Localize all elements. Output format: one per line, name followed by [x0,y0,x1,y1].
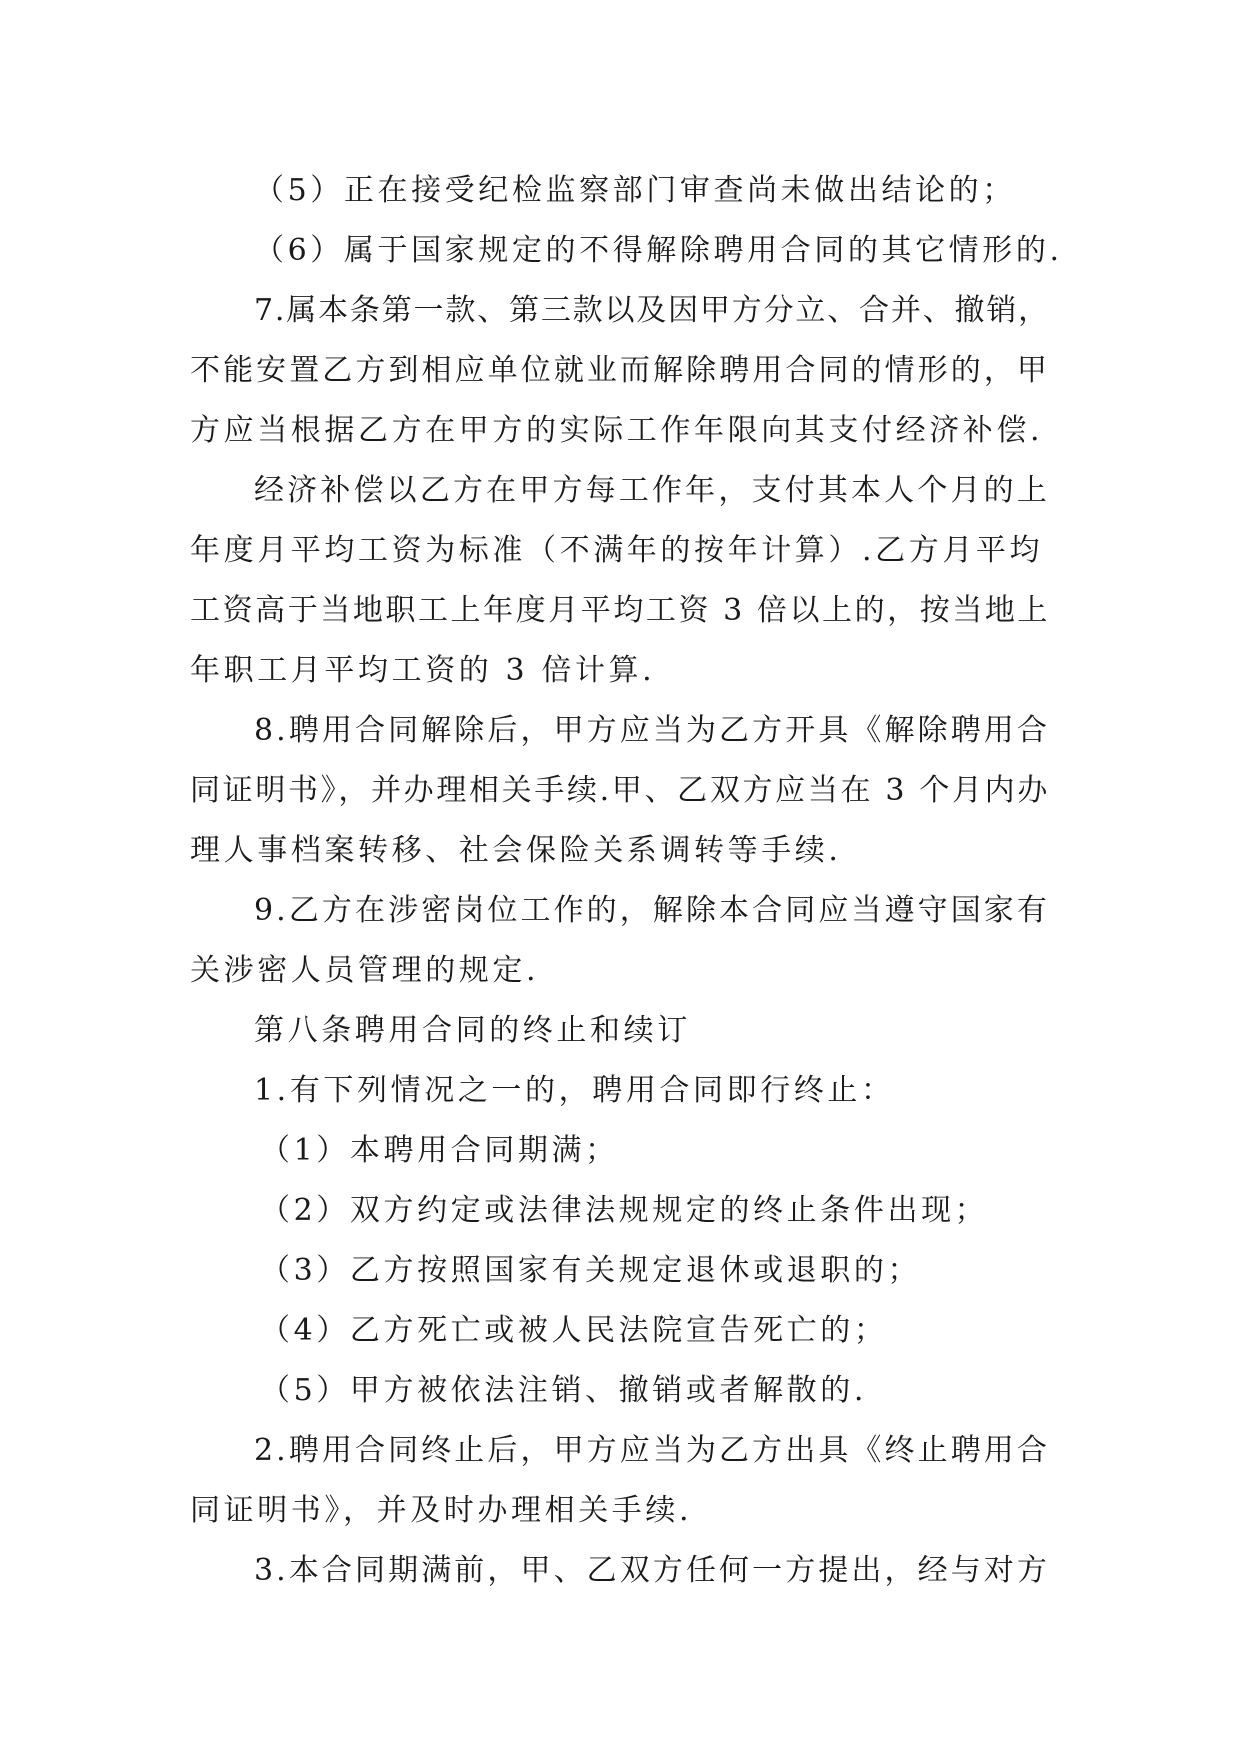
text-line: 理人事档案转移、社会保险关系调转等手续. [190,833,842,868]
text-line: 同证明书》，并及时办理相关手续. [190,1493,693,1528]
text-line: 2.聘用合同终止后，甲方应当为乙方出具《终止聘用合 [254,1433,1050,1468]
paragraph-compensation [190,461,1050,701]
text-line: （3）乙方按照国家有关规定退休或退职的； [260,1253,922,1288]
document-body [190,161,1063,1601]
paragraph-item-6-other-cases [190,221,1063,281]
text-line: 关涉密人员管理的规定. [190,953,540,988]
text-line: 经济补偿以乙方在甲方每工作年，支付其本人个月的上 [254,473,1050,508]
text-line: （5）正在接受纪检监察部门审查尚未做出结论的； [254,173,1016,208]
text-line: 第八条聘用合同的终止和续订 [254,1013,691,1048]
list-item-1 [190,1121,1050,1181]
section-heading-article-8 [190,1001,1050,1061]
text-line: 不能安置乙方到相应单位就业而解除聘用合同的情形的，甲 [190,353,1050,388]
paragraph-item-5-investigation [190,161,1050,221]
paragraph-termination-intro [190,1061,1050,1121]
text-line: （2）双方约定或法律法规规定的终止条件出现； [260,1193,989,1228]
text-line: （4）乙方死亡或被人民法院宣告死亡的； [260,1313,888,1348]
list-item-5 [190,1361,1050,1421]
text-line: 1.有下列情况之一的，聘用合同即行终止： [254,1073,895,1108]
list-item-3 [190,1241,1050,1301]
list-item-2 [190,1181,1050,1241]
text-line: 年度月平均工资为标准（不满年的按年计算）.乙方月平均 [190,533,1044,568]
text-line: （6）属于国家规定的不得解除聘用合同的其它情形的. [254,233,1063,268]
paragraph-clause-9 [190,881,1050,1001]
list-item-4 [190,1301,1050,1361]
text-line: 9.乙方在涉密岗位工作的，解除本合同应当遵守国家有 [254,893,1050,928]
text-line: 方应当根据乙方在甲方的实际工作年限向其支付经济补偿. [190,413,1044,448]
text-line: （1）本聘用合同期满； [260,1133,619,1168]
paragraph-clause-8 [190,701,1050,881]
text-line: 工资高于当地职工上年度月平均工资 3 倍以上的，按当地上 [190,593,1050,628]
paragraph-clause-7 [190,281,1050,461]
text-line: 年职工月平均工资的 3 倍计算. [190,653,656,688]
text-line: 7.属本条第一款、第三款以及因甲方分立、合并、撤销， [254,293,1050,328]
paragraph-renewal [190,1541,1050,1601]
paragraph-termination-certificate [190,1421,1050,1541]
text-line: 3.本合同期满前，甲、乙双方任何一方提出，经与对方 [254,1553,1050,1588]
text-line: （5）甲方被依法注销、撤销或者解散的. [260,1373,868,1408]
text-line: 8.聘用合同解除后，甲方应当为乙方开具《解除聘用合 [254,713,1050,748]
text-line: 同证明书》，并办理相关手续.甲、乙双方应当在 3 个月内办 [190,773,1050,808]
